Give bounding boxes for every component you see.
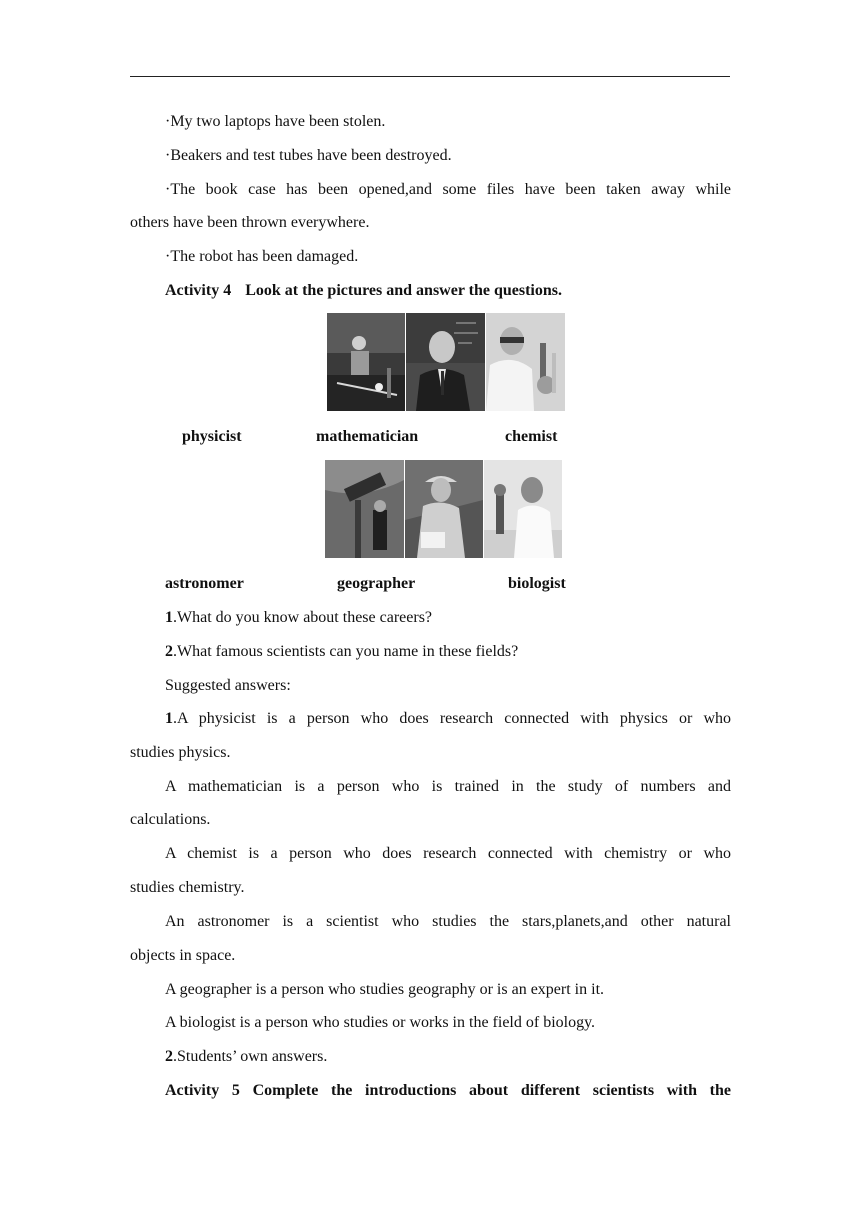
physicist-photo xyxy=(327,313,405,411)
activity-5-instruction: Complete the introductions about different scientists with the xyxy=(252,1082,731,1099)
bullet-line: ·Beakers and test tubes have been destroyed. xyxy=(165,147,452,164)
question-number: 2 xyxy=(165,643,173,660)
activity-5-label: Activity 5 xyxy=(165,1082,240,1099)
question-1 xyxy=(165,608,731,628)
answer-continuation: calculations. xyxy=(130,811,211,828)
answer-2 xyxy=(165,1047,731,1067)
answer-1-physicist xyxy=(165,709,731,729)
photo-row-1 xyxy=(327,313,565,411)
caption-astronomer: astronomer xyxy=(165,575,244,592)
chemist-photo xyxy=(486,313,565,411)
answer-number: 1 xyxy=(165,710,173,727)
answer-text: .A physicist is a person who does research connected with physics or who xyxy=(173,710,731,727)
caption-chemist: chemist xyxy=(505,428,558,445)
answer-continuation: studies physics. xyxy=(130,744,231,761)
answer-astronomer: An astronomer is a scientist who studies the stars,planets,and other natural xyxy=(165,913,731,930)
answer-geographer: A geographer is a person who studies geography or is an expert in it. xyxy=(165,981,605,998)
answer-text: .Students’ own answers. xyxy=(173,1048,328,1065)
bullet-continuation: others have been thrown everywhere. xyxy=(130,214,370,231)
activity-4-instruction: Look at the pictures and answer the questions. xyxy=(245,282,562,299)
question-text: .What do you know about these careers? xyxy=(173,609,433,626)
caption-geographer: geographer xyxy=(337,575,416,592)
question-2 xyxy=(165,642,731,662)
caption-mathematician: mathematician xyxy=(316,428,419,445)
caption-physicist: physicist xyxy=(182,428,242,445)
answer-continuation: studies chemistry. xyxy=(130,879,245,896)
question-text: .What famous scientists can you name in these fields? xyxy=(173,643,519,660)
answer-chemist: A chemist is a person who does research connected with chemistry or who xyxy=(165,845,731,862)
caption-biologist: biologist xyxy=(508,575,566,592)
bullet-line: ·The book case has been opened,and some files have been taken away while xyxy=(165,181,731,198)
bullet-line: ·The robot has been damaged. xyxy=(165,248,359,265)
suggested-answers-label: Suggested answers: xyxy=(165,677,291,694)
biologist-photo xyxy=(484,460,562,558)
activity-4-heading xyxy=(165,281,731,301)
answer-number: 2 xyxy=(165,1048,173,1065)
photo-row-2 xyxy=(325,460,562,558)
header-rule xyxy=(130,76,730,77)
answer-continuation: objects in space. xyxy=(130,947,236,964)
astronomer-photo xyxy=(325,460,404,558)
activity-5-heading xyxy=(165,1081,731,1101)
mathematician-photo xyxy=(406,313,485,411)
activity-4-label: Activity 4 xyxy=(165,282,232,299)
answer-mathematician: A mathematician is a person who is trained in the study of numbers and xyxy=(165,778,731,795)
geographer-photo xyxy=(405,460,483,558)
bullet-line: ·My two laptops have been stolen. xyxy=(165,113,386,130)
answer-biologist: A biologist is a person who studies or works in the field of biology. xyxy=(165,1014,596,1031)
question-number: 1 xyxy=(165,609,173,626)
